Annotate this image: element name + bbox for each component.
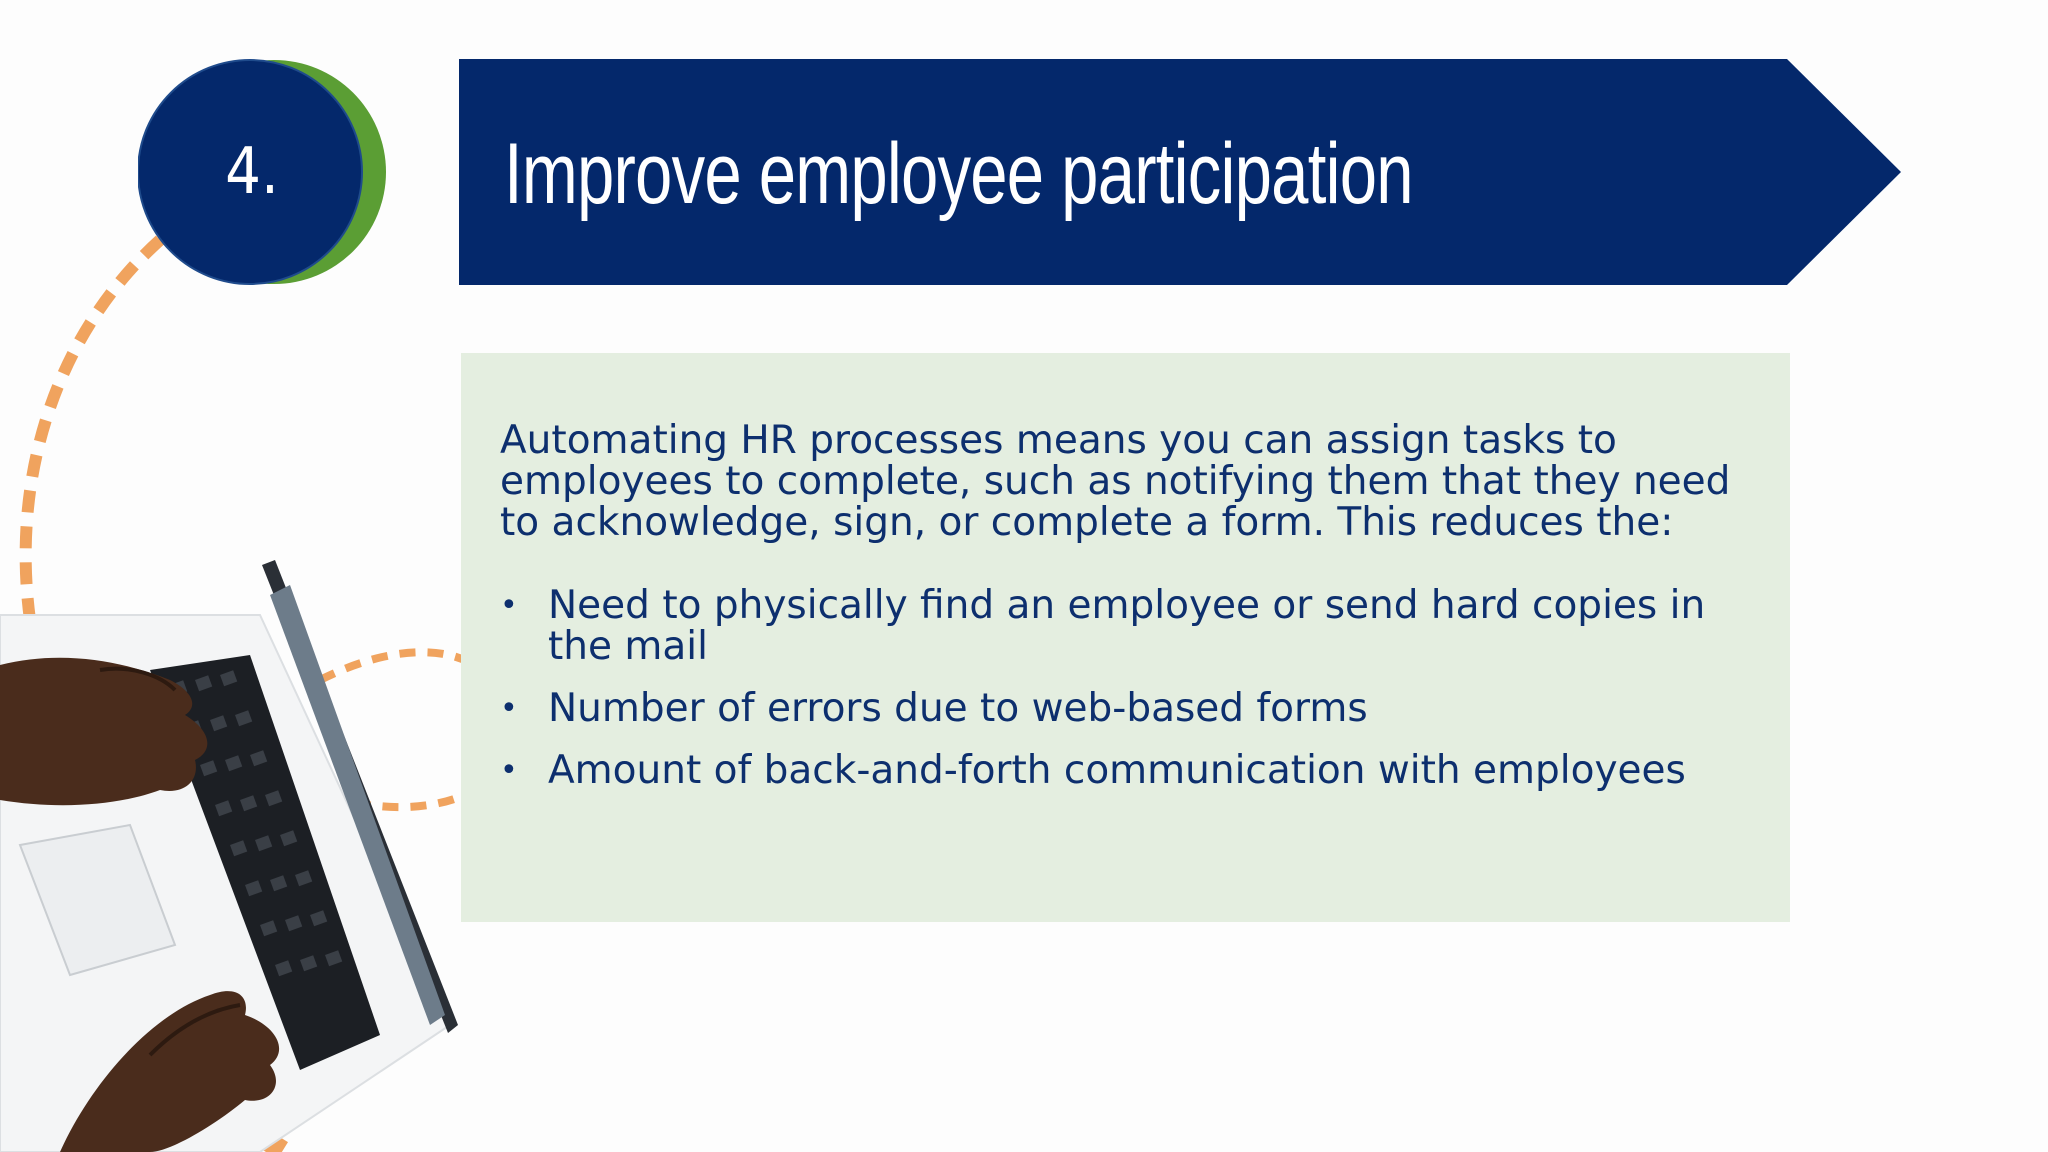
laptop-typing-icon [0, 555, 470, 1152]
bullet-list [500, 585, 1770, 812]
bullet-dot-icon: • [500, 753, 518, 788]
list-item [500, 688, 1770, 729]
bullet-text: Amount of back-and-forth communication with employees [548, 748, 1686, 793]
list-item [500, 585, 1770, 667]
bullet-dot-icon: • [500, 691, 518, 726]
slide-title: Improve employee participation [504, 125, 1413, 222]
list-item [500, 750, 1770, 791]
intro-paragraph: Automating HR processes means you can assign tasks to employees to complete, such as notifying them that they need to acknowledge, sign, or complete a form. This reduces the: [500, 418, 1731, 545]
bullet-dot-icon: • [500, 588, 518, 623]
step-number: 4. [225, 135, 279, 209]
bullet-text: Need to physically find an employee or send hard copies in the mail [548, 583, 1706, 669]
bullet-text: Number of errors due to web-based forms [548, 686, 1368, 731]
